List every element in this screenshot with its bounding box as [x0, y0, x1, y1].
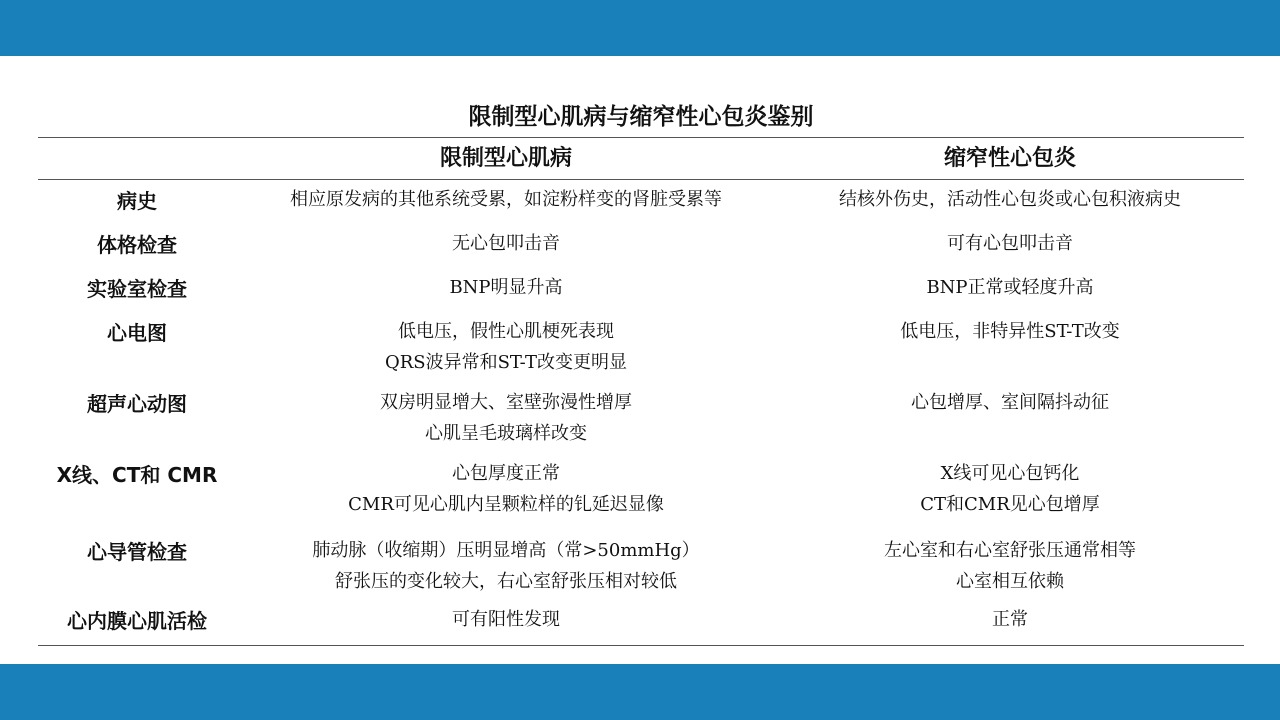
cell-constrictive [776, 535, 1244, 597]
cell-line: BNP明显升高 [449, 277, 563, 298]
row-label [38, 387, 236, 421]
row-label [38, 228, 236, 262]
cell-line: 相应原发病的其他系统受累，如淀粉样变的肾脏受累等 [290, 189, 722, 210]
row-label-line: X线、CT和 [56, 463, 161, 487]
table-top-rule [38, 137, 1244, 138]
row-label-line: 心导管检查 [87, 540, 187, 564]
row-label-line: 心内膜心肌活检 [67, 609, 207, 633]
cell-restrictive [236, 387, 776, 449]
table-bottom-rule [38, 645, 1244, 646]
cell-line: 可有心包叩击音 [947, 233, 1073, 254]
cell-line: X线可见心包钙化 [940, 463, 1080, 484]
cell-line: 结核外伤史，活动性心包炎或心包积液病史 [839, 189, 1181, 210]
cell-line: 双房明显增大、室壁弥漫性增厚 [380, 392, 632, 413]
row-label-line: 心电图 [107, 321, 167, 345]
cell-line: 正常 [992, 609, 1028, 630]
row-label-line: 病史 [117, 189, 157, 213]
row-label [38, 316, 236, 350]
cell-line: 左心室和右心室舒张压通常相等 [884, 540, 1136, 561]
row-label-line: CMR [167, 463, 218, 487]
column-header-restrictive-cardiomyopathy: 限制型心肌病 [439, 146, 572, 171]
cell-constrictive [776, 316, 1244, 347]
row-label [38, 184, 236, 218]
cell-line: 心包厚度正常 [452, 463, 560, 484]
cell-restrictive [236, 228, 776, 259]
cell-constrictive [776, 228, 1244, 259]
cell-restrictive [236, 535, 776, 597]
cell-line: 低电压，假性心肌梗死表现 [398, 321, 614, 342]
row-label [38, 272, 236, 306]
row-label-line: 超声心动图 [87, 392, 187, 416]
cell-line: 心肌呈毛玻璃样改变 [425, 423, 587, 444]
cell-line: CT和CMR见心包增厚 [920, 494, 1100, 515]
column-header-constrictive-pericarditis: 缩窄性心包炎 [943, 146, 1076, 171]
cell-line: QRS波异常和ST-T改变更明显 [384, 352, 628, 373]
top-banner [0, 0, 1280, 56]
header-rule [38, 179, 1244, 180]
table-title: 限制型心肌病与缩窄性心包炎鉴别 [468, 104, 814, 130]
cell-restrictive [236, 604, 776, 635]
cell-line: 心包增厚、室间隔抖动征 [911, 392, 1109, 413]
cell-constrictive [776, 272, 1244, 303]
cell-line: 舒张压的变化较大，右心室舒张压相对较低 [335, 571, 677, 592]
row-label [38, 458, 236, 492]
cell-restrictive [236, 272, 776, 303]
cell-line: 无心包叩击音 [452, 233, 560, 254]
row-label [38, 604, 236, 638]
row-label [38, 535, 236, 569]
cell-constrictive [776, 184, 1244, 215]
cell-restrictive [236, 458, 776, 520]
cell-line: 低电压，非特异性ST-T改变 [900, 321, 1120, 342]
bottom-banner [0, 664, 1280, 720]
cell-line: BNP正常或轻度升高 [926, 277, 1094, 298]
cell-constrictive [776, 458, 1244, 520]
cell-restrictive [236, 316, 776, 378]
cell-line: 心室相互依赖 [956, 571, 1064, 592]
cell-restrictive [236, 184, 776, 215]
cell-line: 肺动脉（收缩期）压明显增高（常>50mmHg） [312, 540, 700, 561]
cell-line: 可有阳性发现 [452, 609, 560, 630]
cell-constrictive [776, 604, 1244, 635]
row-label-line: 体格检查 [97, 233, 177, 257]
cell-constrictive [776, 387, 1244, 418]
cell-line: CMR可见心肌内呈颗粒样的钆延迟显像 [348, 494, 664, 515]
row-label-line: 实验室检查 [87, 277, 187, 301]
